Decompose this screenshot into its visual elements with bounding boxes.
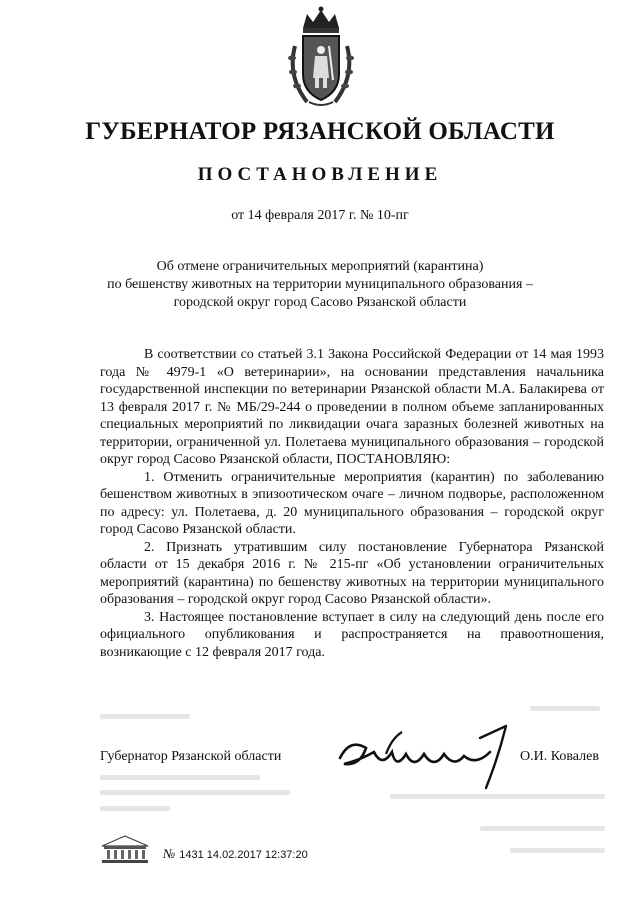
document-body	[100, 346, 604, 661]
bleed-through-mark	[480, 826, 605, 831]
preamble-paragraph: В соответствии со статьей 3.1 Закона Российской Федерации от 14 мая 1993 года № 4979-1 «О ветеринарии», на основании представления начальника государственной инспекции по ветеринарии Рязанской области М.А. Балакирева от 13 февраля 2017 г. № МБ/29-244 о проведении в полном объеме запланированных специальных мероприятий по ликвидации очага заразных болезней животных на территории, ограниченной ул. Полетаева муниципального образования – городской округ город Сасово Рязанской области, ПОСТАНОВЛЯЮ:	[100, 347, 604, 467]
bleed-through-mark	[100, 775, 260, 780]
handwritten-signature	[330, 718, 520, 790]
item-2-paragraph: 2. Признать утратившим силу постановление Губернатора Рязанской области от 15 декабря 2016 г. № 215-пг «Об установлении ограничительных мероприятий (карантина) по бешенству животных на территории муниципального образования – городской округ город Сасово Рязанской области».	[100, 539, 604, 607]
registration-details: 1431 14.02.2017 12:37:20	[179, 849, 308, 861]
bleed-through-mark	[530, 706, 600, 711]
coat-of-arms-emblem	[285, 6, 357, 108]
issuing-authority-heading: ГУБЕРНАТОР РЯЗАНСКОЙ ОБЛАСТИ	[85, 118, 555, 145]
number-symbol: №	[163, 846, 176, 861]
document-subject	[100, 258, 540, 312]
subject-line-3: городской округ город Сасово Рязанской области	[173, 295, 467, 310]
registration-building-icon	[100, 834, 150, 864]
signer-position: Губернатор Рязанской области	[100, 749, 282, 764]
document-type-heading: ПОСТАНОВЛЕНИЕ	[197, 164, 443, 185]
subject-line-2: по бешенству животных на территории муниципального образования –	[107, 277, 533, 292]
subject-line-1: Об отмене ограничительных мероприятий (карантина)	[156, 259, 484, 274]
item-3-paragraph: 3. Настоящее постановление вступает в силу на следующий день после его официального опубликования и распространяется на правоотношения, возникающие с 12 февраля 2017 года.	[100, 609, 604, 660]
bleed-through-mark	[100, 790, 290, 795]
bleed-through-mark	[100, 714, 190, 719]
item-1-paragraph: 1. Отменить ограничительные мероприятия (карантин) по заболеванию бешенством животных в эпизоотическом очаге – личном подворье, расположенном по адресу: ул. Полетаева, д. 20 муниципального образования – городской округ город Сасово Рязанской области.	[100, 469, 604, 537]
bleed-through-mark	[100, 806, 170, 811]
bleed-through-mark	[510, 848, 605, 853]
document-date-number: от 14 февраля 2017 г. № 10-пг	[231, 208, 409, 223]
registration-stamp	[163, 846, 308, 862]
bleed-through-mark	[390, 794, 605, 799]
signer-name: О.И. Ковалев	[520, 749, 599, 764]
